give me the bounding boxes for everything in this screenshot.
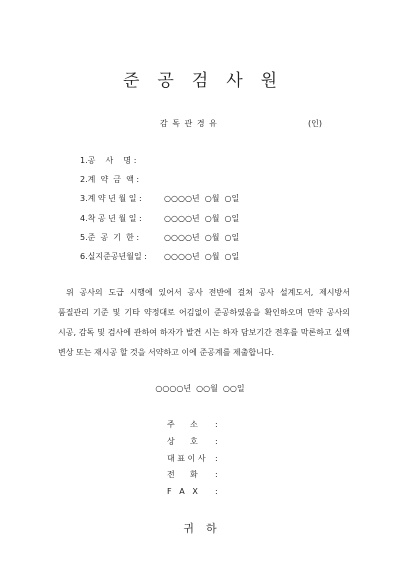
contact-row-address [167,419,218,436]
contact-row-fax [167,486,218,503]
submission-date: ○○○○년 ○○월 ○○일 [155,384,245,393]
contact-label: 전 화 [167,470,198,480]
seal-mark: (인) [308,119,322,128]
info-row-completion-deadline [80,232,239,251]
info-label: 1.공 사 명 : [80,156,137,165]
info-label: 6.실지준공년월일 : [80,251,147,261]
contact-value: : [215,420,218,429]
info-value: ○○○○년 ○월 ○일 [164,232,240,242]
contact-label: F A X [167,487,198,497]
supervisor-label: 감 독 관 경 유 [160,119,218,128]
info-value: ○○○○년 ○월 ○일 [164,251,240,261]
info-row-contract-amount [80,174,239,193]
contact-value: : [215,436,218,446]
info-row-project-name [80,155,239,174]
contact-value: : [215,487,218,497]
info-label: 3.계 약 년 월 일 : [80,194,142,204]
body-paragraph: 위 공사의 도급 시행에 있어서 공사 전반에 걸쳐 공사 설계도서, 제시방서 품질관리 기준 및 기타 약정대로 어김없이 준공하였음을 확인하오며 만약 공사의 시공, 감독 및 검사에 관하여 하자가 발견 시는 하자 담보기간 전후를 막론하고 실액 변상 또는 재시공 할 것을 서약하고 이에 준공계를 제출합니다. [58,288,350,357]
info-value: ○○○○년 ○월 ○일 [164,194,240,204]
contact-row-company [167,436,218,453]
info-row-start-date [80,213,239,232]
info-label: 2.계 약 금 액 : [80,175,140,185]
contact-row-ceo [167,453,218,470]
info-label: 4.착 공 년 월 일 : [80,213,142,223]
recipient-footer: 귀하 [183,522,229,535]
contract-info [80,155,239,270]
info-row-actual-completion-date [80,251,239,270]
contact-label: 대 표 이 사 [167,453,206,463]
contact-label: 주 소 [167,420,198,429]
contact-row-phone [167,469,218,486]
page-title: 준공검사원 [122,71,296,91]
contractor-info [167,419,218,503]
contact-label: 상 호 [167,436,198,446]
contact-value: : [215,453,218,463]
info-value: ○○○○년 ○월 ○일 [164,213,240,223]
info-row-contract-date [80,193,239,212]
info-label: 5.준 공 기 한 : [80,232,140,242]
contact-value: : [215,470,218,480]
